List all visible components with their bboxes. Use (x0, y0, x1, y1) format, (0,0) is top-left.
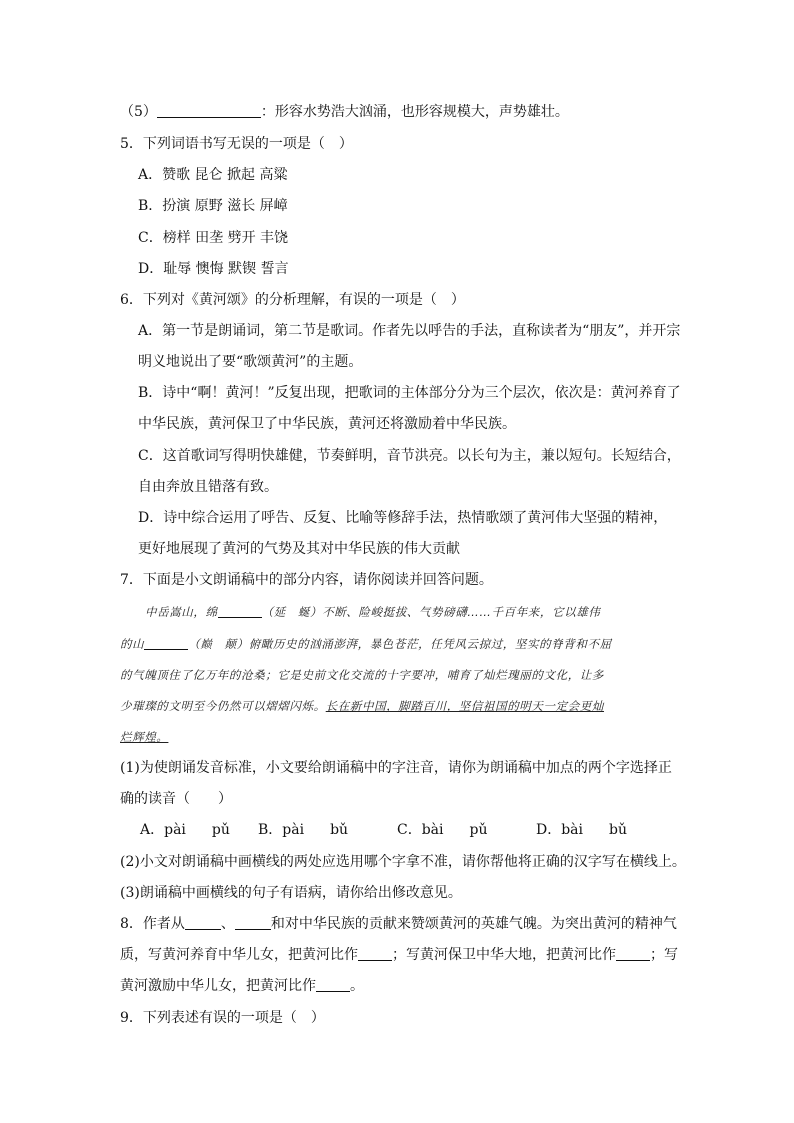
q7-stem: 7．下面是小文朗诵稿中的部分内容，请你阅读并回答问题。 (120, 572, 493, 588)
item-number: （5） (120, 104, 157, 120)
q8-text: ；写黄河保卫中华大地，把黄河比作 (392, 947, 616, 963)
q7-passage-line5 (120, 727, 168, 747)
q9-stem: 9．下列表述有误的一项是（ ） (120, 1010, 325, 1026)
q8-blank-5[interactable] (316, 977, 350, 992)
passage-text: 少璀璨的文明至今仍然可以熠熠闪烁。 (120, 699, 326, 713)
item-text: ：形容水势浩大汹涌，也形容规模大，声势雄壮。 (260, 104, 569, 120)
underlined-sentence: 长在新中国，脚踏百川，坚信祖国的明天一定会更灿 (325, 699, 605, 713)
underlined-sentence-end: 烂辉煌。 (120, 730, 169, 744)
passage-text: 中岳嵩山，绵 (145, 605, 218, 619)
q5-stem: 5．下列词语书写无误的一项是（ ） (120, 136, 353, 152)
q8-text: 黄河激励中华儿女，把黄河比作 (120, 978, 316, 994)
choice-reading: pǔ (469, 822, 488, 838)
passage-text: （延 蜒）不断、险峻挺拔、气势磅礴……千百年来，它以雄伟 (261, 605, 601, 619)
q8-text: 。 (350, 978, 364, 994)
q8-text: 、 (220, 916, 235, 932)
q6-option-d-line2: 更好地展现了黄河的气势及其对中华民族的伟大贡献 (138, 541, 460, 557)
q7-choice-b[interactable] (258, 820, 348, 840)
passage-blank-1[interactable] (218, 603, 262, 618)
choice-label: A．pài (140, 822, 186, 838)
q5-option-b[interactable]: B．扮演 原野 滋长 屏嶂 (138, 198, 288, 214)
q7-sub1-line1: (1)为使朗诵发音标准，小文要给朗诵稿中的字注音，请你为朗诵稿中加点的两个字选择正 (120, 760, 672, 776)
passage-text: （巅 颠）俯瞰历史的汹涌澎湃，暴色苍茫，任凭风云掠过，坚实的脊背和不屈 (188, 637, 612, 651)
q8-text: 8．作者从 (120, 916, 185, 932)
q6-stem: 6．下列对《黄河颂》的分析理解，有误的一项是（ ） (120, 292, 465, 308)
q8-text: 和对中华民族的贡献来赞颂黄河的英雄气魄。为突出黄河的精神气 (270, 916, 677, 932)
q8-blank-1[interactable] (185, 915, 221, 930)
q7-choice-c[interactable] (397, 820, 487, 840)
q6-option-c-line2: 自由奔放且错落有致。 (138, 479, 278, 495)
passage-blank-2[interactable] (144, 635, 188, 650)
q8-blank-4[interactable] (616, 946, 650, 961)
choice-label: C．bài (397, 822, 444, 838)
q7-passage-line2 (120, 634, 612, 654)
q7-passage-line3: 的气魄顶住了亿万年的沧桑；它是史前文化交流的十字要冲，哺育了灿烂瑰丽的文化，让多 (120, 668, 604, 682)
q8-blank-3[interactable] (358, 946, 392, 961)
q7-choice-a[interactable] (140, 820, 230, 840)
q7-choice-d[interactable] (536, 820, 627, 840)
q6-option-c-line1[interactable]: C．这首歌词写得明快雄健，节奏鲜明，音节洪亮。以长句为主，兼以短句。长短结合， (138, 448, 681, 464)
q5-option-a[interactable]: A．赞歌 昆仑 掀起 高粱 (138, 167, 288, 183)
q8-text: 质，写黄河养育中华儿女，把黄河比作 (120, 947, 358, 963)
choice-label: B．pài (258, 822, 305, 838)
choice-label: D．bài (536, 822, 584, 838)
q7-sub2: (2)小文对朗诵稿中画横线的两处应选用哪个字拿不准，请你帮他将正确的汉字写在横线上。 (120, 854, 686, 870)
q7-passage-line4 (120, 696, 604, 716)
choice-reading: bǔ (609, 822, 627, 838)
q8-text: ；写 (650, 947, 678, 963)
q5-option-c[interactable]: C．榜样 田垄 劈开 丰饶 (138, 230, 289, 246)
q7-passage-line1 (145, 602, 600, 622)
q7-sub3: (3)朗诵稿中画横线的句子有语病，请你给出修改意见。 (120, 885, 462, 901)
q5-option-d[interactable]: D．耻辱 懊悔 默锲 誓言 (138, 261, 289, 277)
q6-option-b-line1[interactable]: B．诗中“啊！黄河！”反复出现，把歌词的主体部分分为三个层次，依次是：黄河养育了 (138, 385, 681, 401)
q6-option-d-line1[interactable]: D．诗中综合运用了呼告、反复、比喻等修辞手法，热情歌颂了黄河伟大坚强的精神， (138, 510, 668, 526)
q6-option-b-line2: 中华民族，黄河保卫了中华民族，黄河还将激励着中华民族。 (138, 416, 516, 432)
q8-blank-2[interactable] (235, 915, 271, 930)
q7-sub1-line2: 确的读音（ ） (120, 791, 232, 807)
q4-item-5 (120, 102, 569, 122)
choice-reading: pǔ (211, 822, 230, 838)
choice-reading: bǔ (330, 822, 349, 838)
q8-line1 (120, 914, 677, 934)
q8-line2 (120, 945, 678, 965)
answer-blank[interactable] (157, 103, 261, 118)
q8-line3 (120, 976, 364, 996)
passage-text: 的山 (120, 637, 145, 651)
q6-option-a-line1[interactable]: A．第一节是朗诵词，第二节是歌词。作者先以呼告的手法，直称读者为“朋友”，并开宗 (138, 323, 681, 339)
q6-option-a-line2: 明义地说出了要“歌颂黄河”的主题。 (138, 354, 363, 370)
